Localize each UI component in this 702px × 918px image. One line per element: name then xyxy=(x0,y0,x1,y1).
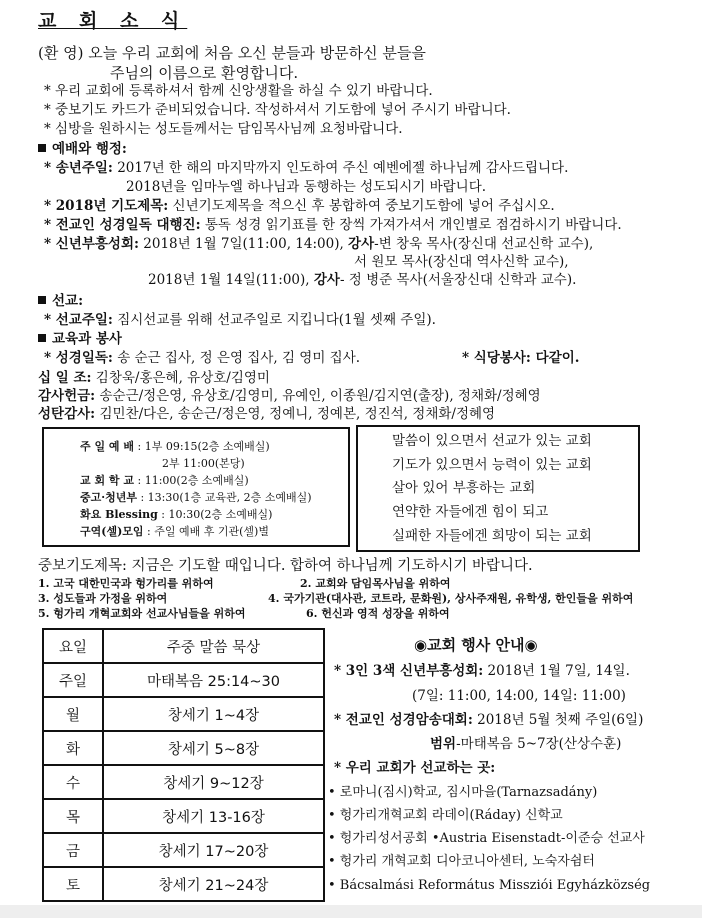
events-title: ◉교회 행사 안내◉ xyxy=(414,636,538,654)
square-bullet-icon xyxy=(38,334,46,342)
table-cell-day: 목 xyxy=(43,799,103,833)
schedule-line: 2부 11:00(본당) xyxy=(162,457,245,470)
table-cell-day: 월 xyxy=(43,697,103,731)
table-cell-text: 창세기 17~20장 xyxy=(103,833,324,867)
worship-item: * 신년부흥성회: 2018년 1월 7일(11:00, 14:00), 강사-변 창욱 목사(장신대 선교신학 교수), xyxy=(44,236,594,252)
section-heading-education: 교육과 봉사 xyxy=(38,330,122,348)
event-revival-times: (7일: 11:00, 14:00, 14일: 11:00) xyxy=(412,688,626,704)
worship-item: 2018년 1월 14일(11:00), 강사- 정 병준 목사(서울장신대 신학과 교수). xyxy=(148,272,577,288)
table-cell-day: 주일 xyxy=(43,663,103,697)
table-cell-text: 창세기 13-16장 xyxy=(103,799,324,833)
schedule-line: 중고·청년부 : 13:30(1층 교육관, 2층 소예배실) xyxy=(80,491,312,504)
event-revival: * 3인 3색 신년부흥성회: 2018년 1월 7일, 14일. xyxy=(334,663,630,679)
staff-line: 감사헌금: 송순근/정은영, 유상호/김영미, 유예인, 이종원/김지연(출장), 정채화/정혜영 xyxy=(38,388,541,404)
education-reading: * 성경일독: 송 순근 집사, 정 은영 집사, 김 영미 집사. xyxy=(44,350,361,366)
table-row xyxy=(43,663,324,697)
event-range: 범위-마태복음 5~7장(산상수훈) xyxy=(430,736,622,752)
table-cell-text: 마태복음 25:14~30 xyxy=(103,663,324,697)
prayer-item: 6. 헌신과 영적 성장을 위하여 xyxy=(306,607,450,620)
table-row xyxy=(43,697,324,731)
table-cell-text: 창세기 1~4장 xyxy=(103,697,324,731)
schedule-line: 화요 Blessing : 10:30(2층 소예배실) xyxy=(80,508,273,521)
table-row xyxy=(43,765,324,799)
table-row xyxy=(43,833,324,867)
welcome-line-2: 주님의 이름으로 환영합니다. xyxy=(110,64,299,82)
education-meal: * 식당봉사: 다같이. xyxy=(462,350,580,366)
table-row xyxy=(43,799,324,833)
worship-item: * 전교인 성경일독 대행진: 통독 성경 읽기표를 한 장씩 가져가셔서 개인별로 점검하시기 바랍니다. xyxy=(44,217,622,233)
notice-item: * 중보기도 카드가 준비되었습니다. 작성하셔서 기도함에 넣어 주시기 바랍니다. xyxy=(44,102,511,118)
square-bullet-icon xyxy=(38,144,46,152)
prayer-heading: 중보기도제목: 지금은 기도할 때입니다. 합하여 하나님께 기도하시기 바랍니다. xyxy=(38,558,533,574)
motto-line: 말씀이 있으면서 선교가 있는 교회 xyxy=(392,433,592,449)
motto-line: 실패한 자들에겐 희망이 되는 교회 xyxy=(392,528,592,544)
mission-place: • 헝가리성서공회 •Austria Eisenstadt-이준승 선교사 xyxy=(328,831,645,846)
schedule-line: 주 일 예 배 : 1부 09:15(2층 소예배실) xyxy=(80,440,270,453)
prayer-item: 5. 헝가리 개혁교회와 선교사님들을 위하여 xyxy=(38,607,246,620)
table-cell-text: 창세기 5~8장 xyxy=(103,731,324,765)
table-cell-text: 창세기 9~12장 xyxy=(103,765,324,799)
welcome-line-1: (환 영) 오늘 우리 교회에 처음 오신 분들과 방문하신 분들을 xyxy=(38,44,426,62)
mission-item: * 선교주일: 짐시선교를 위해 선교주일로 지킵니다(1월 셋째 주일). xyxy=(44,312,436,328)
worship-item: 2018년을 임마누엘 하나님과 동행하는 성도되시기 바랍니다. xyxy=(126,179,487,195)
motto-line: 기도가 있으면서 능력이 있는 교회 xyxy=(392,457,592,473)
table-cell-day: 토 xyxy=(43,867,103,901)
mission-place: • 헝가리개혁교회 라데이(Ráday) 신학교 xyxy=(328,808,563,823)
page-footer-bar xyxy=(0,905,702,918)
mission-place: • Bácsalmási Református Missziói Egyházközség xyxy=(328,878,651,893)
table-cell-day: 화 xyxy=(43,731,103,765)
section-heading-mission: 선교: xyxy=(38,292,83,310)
missions-heading: * 우리 교회가 선교하는 곳: xyxy=(334,760,496,776)
worship-item: * 송년주일: 2017년 한 해의 마지막까지 인도하여 주신 예벤에젤 하나님께 감사드립니다. xyxy=(44,160,569,176)
table-row xyxy=(43,629,324,663)
table-cell-day: 금 xyxy=(43,833,103,867)
motto-line: 연약한 자들에겐 힘이 되고 xyxy=(392,504,549,520)
mission-place: • 로마니(짐시)학교, 짐시마을(Tarnazsadány) xyxy=(328,785,598,800)
motto-line: 살아 있어 부흥하는 교회 xyxy=(392,480,536,496)
worship-item: * 2018년 기도제목: 신년기도제목을 적으신 후 봉합하여 중보기도함에 넣어 주십시오. xyxy=(44,198,555,214)
section-heading-worship: 예배와 행정: xyxy=(38,140,127,158)
worship-item: 서 원모 목사(장신대 역사신학 교수), xyxy=(354,254,569,270)
schedule-line: 교 회 학 교 : 11:00(2층 소예배실) xyxy=(80,474,249,487)
page-title: 교 회 소 식 xyxy=(38,10,188,32)
notice-item: * 심방을 원하시는 성도들께서는 담임목사님께 요청바랍니다. xyxy=(44,121,403,137)
prayer-item: 3. 성도들과 가정을 위하여 xyxy=(38,592,168,605)
meditation-table xyxy=(42,628,325,902)
staff-line: 십 일 조: 김창욱/홍은혜, 유상호/김영미 xyxy=(38,370,270,386)
staff-line: 성탄감사: 김민찬/다은, 송순근/정은영, 정예니, 정예본, 정진석, 정채화/정혜영 xyxy=(38,406,496,422)
mission-place: • 헝가리 개혁교회 디아코니아센터, 노숙자쉼터 xyxy=(328,854,595,869)
event-recitation: * 전교인 성경암송대회: 2018년 5월 첫째 주일(6일) xyxy=(334,712,644,728)
prayer-item: 2. 교회와 담임목사님을 위하여 xyxy=(300,577,451,590)
prayer-item: 1. 고국 대한민국과 헝가리를 위하여 xyxy=(38,577,214,590)
table-row xyxy=(43,731,324,765)
table-row xyxy=(43,867,324,901)
table-cell-day: 수 xyxy=(43,765,103,799)
table-header-title: 주중 말씀 묵상 xyxy=(103,629,324,663)
notice-item: * 우리 교회에 등록하셔서 함께 신앙생활을 하실 수 있기 바랍니다. xyxy=(44,83,433,99)
square-bullet-icon xyxy=(38,296,46,304)
prayer-item: 4. 국가기관(대사관, 코트라, 문화원), 상사주재원, 유학생, 한인들을 위하여 xyxy=(268,592,634,605)
motto-box xyxy=(356,425,640,552)
schedule-line: 구역(셀)모임 : 주일 예배 후 기관(셀)별 xyxy=(80,525,269,538)
schedule-box xyxy=(42,427,350,547)
table-header-day: 요일 xyxy=(43,629,103,663)
table-cell-text: 창세기 21~24장 xyxy=(103,867,324,901)
